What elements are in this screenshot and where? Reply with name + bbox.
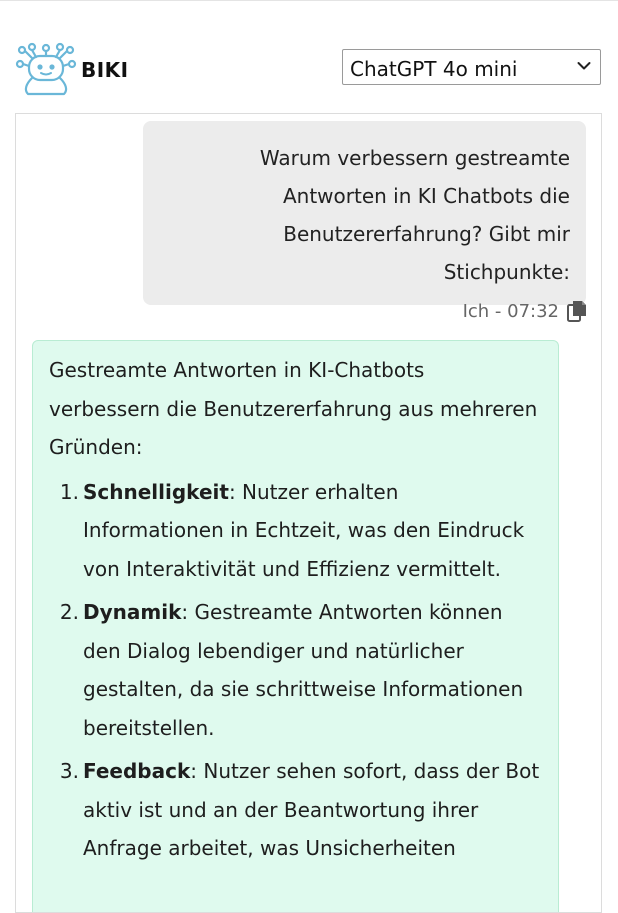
- copy-icon[interactable]: [567, 300, 587, 322]
- bot-message-bubble: [32, 340, 559, 913]
- user-message-text: Warum verbessern gestreamte Antworten in KI Chatbots die Benutzererfahrung? Gibt mir Stichpunkte:: [259, 146, 570, 284]
- list-item-number: 2.: [59, 600, 79, 624]
- list-item-number: 1.: [59, 479, 79, 504]
- list-item-text: : Gestreamte Antworten können den Dialog lebendiger und natürlicher gestalten, da sie schrittweise Informationen bereitstellen.: [83, 600, 524, 740]
- list-item-term: Schnelligkeit: [83, 479, 229, 504]
- bot-message-intro: Gestreamte Antworten in KI-Chatbots verbessern die Benutzererfahrung aus mehreren Gründen:: [49, 358, 538, 459]
- user-message-meta: [463, 300, 587, 322]
- chat-panel[interactable]: [15, 113, 602, 913]
- list-item-number: 3.: [59, 759, 79, 783]
- user-message-bubble: [143, 121, 586, 305]
- list-item: [49, 473, 540, 589]
- list-item-text: : Nutzer erhalten Informationen in Echtzeit, was den Eindruck von Interaktivität und Effizienz vermittelt.: [83, 479, 525, 581]
- model-select[interactable]: [342, 49, 601, 85]
- list-item-content: [79, 752, 540, 868]
- list-item-text: : Nutzer sehen sofort, dass der Bot aktiv ist und an der Beantwortung ihrer Anfrage arbeitet, was Unsicherheiten: [83, 759, 540, 860]
- list-item-content: [79, 473, 540, 589]
- model-select-value: ChatGPT 4o mini: [350, 57, 518, 81]
- app-header: [0, 36, 618, 100]
- list-item: [49, 593, 540, 747]
- top-divider: [0, 0, 618, 1]
- robot-logo-icon: [14, 40, 78, 96]
- message-sender-time: Ich - 07:32: [462, 300, 559, 322]
- list-item-term: Dynamik: [83, 600, 182, 624]
- brand-name: BIKI: [81, 58, 129, 82]
- bot-message-list: [49, 473, 540, 868]
- chevron-down-icon: [577, 61, 591, 71]
- list-item: [49, 752, 540, 868]
- list-item-content: [79, 593, 540, 747]
- list-item-term: Feedback: [83, 759, 191, 783]
